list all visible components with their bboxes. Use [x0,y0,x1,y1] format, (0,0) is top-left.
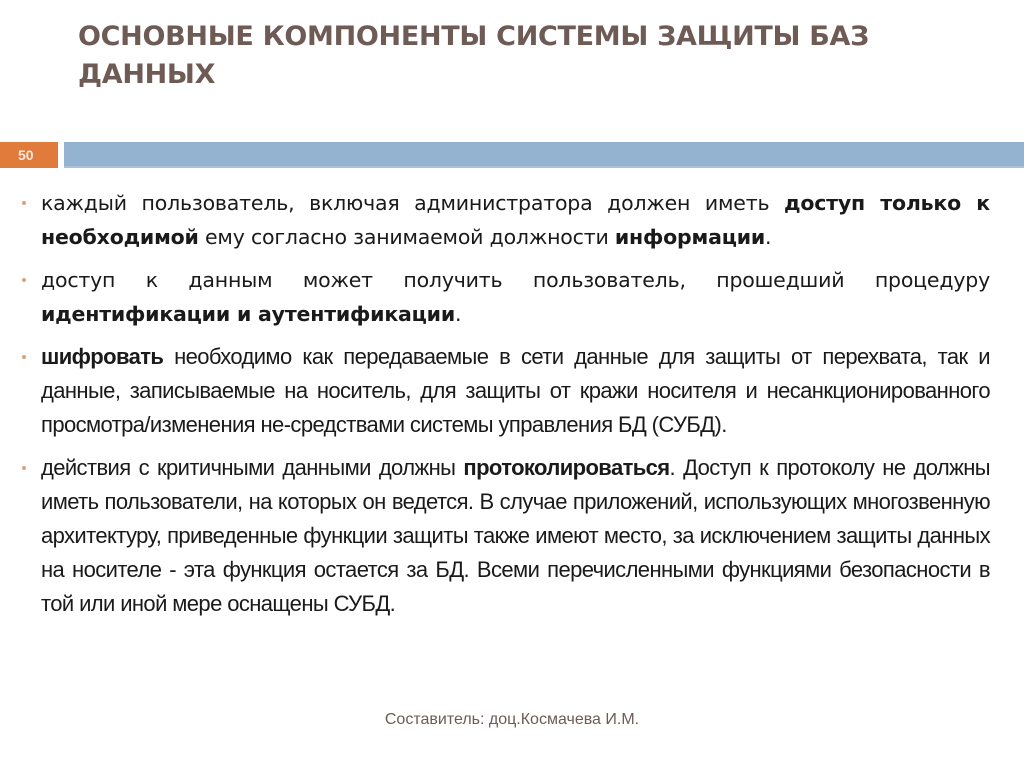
bullet-text: . [455,302,462,326]
slide-number-badge [0,142,58,168]
slide-number: 50 [18,147,34,163]
bullet-item-access-principle [22,186,990,254]
bullet-item-logging [22,451,990,621]
bullet-dot-icon [22,201,26,205]
bullet-dot-icon [22,466,26,470]
bullet-item-authentication [22,263,990,331]
header-divider-bar [64,142,1024,168]
slide-title: ОСНОВНЫЕ КОМПОНЕНТЫ СИСТЕМЫ ЗАЩИТЫ БАЗ ДАННЫХ [78,21,870,90]
bullet-text: ему согласно занимаемой должности [198,225,615,249]
bullet-item-encryption [22,340,990,442]
bullet-list [22,186,990,630]
bullet-text: доступ к данным может получить пользователь, прошедший процедуру [41,268,990,292]
bullet-dot-icon [22,355,26,359]
bullet-bold-text: идентификации и аутентификации [41,302,456,326]
bullet-dot-icon [22,278,26,282]
bullet-text: необходимо как передаваемые в сети данные для защиты от перехвата, так и данные, записываемые на носитель, для защиты от кражи носителя и несанкционированного просмотра/изменения не-средствами системы управления БД (СУБД). [41,344,990,437]
bullet-bold-text: доступ только к необходимой [41,191,990,249]
bullet-text: каждый пользователь, включая администратора должен иметь [41,191,784,215]
bullet-bold-text: информации [614,225,766,249]
bullet-bold-text: шифровать [41,344,164,369]
bullet-text: . [765,225,772,249]
bullet-text: действия с критичными данными должны [41,455,464,480]
slide-footer-author: Составитель: доц.Космачева И.М. [384,711,640,728]
bullet-text: . Доступ к протоколу не должны иметь пользователи, на которых он ведется. В случае приложений, использующих многозвенную архитектуру, приведенные функции защиты также имеют место, за исключением защиты данных на носителе - эта функция остается за БД. Всеми перечисленными функциями безопасности в той или иной мере оснащены СУБД. [41,455,990,616]
bullet-bold-text: протоколироваться [463,455,670,480]
